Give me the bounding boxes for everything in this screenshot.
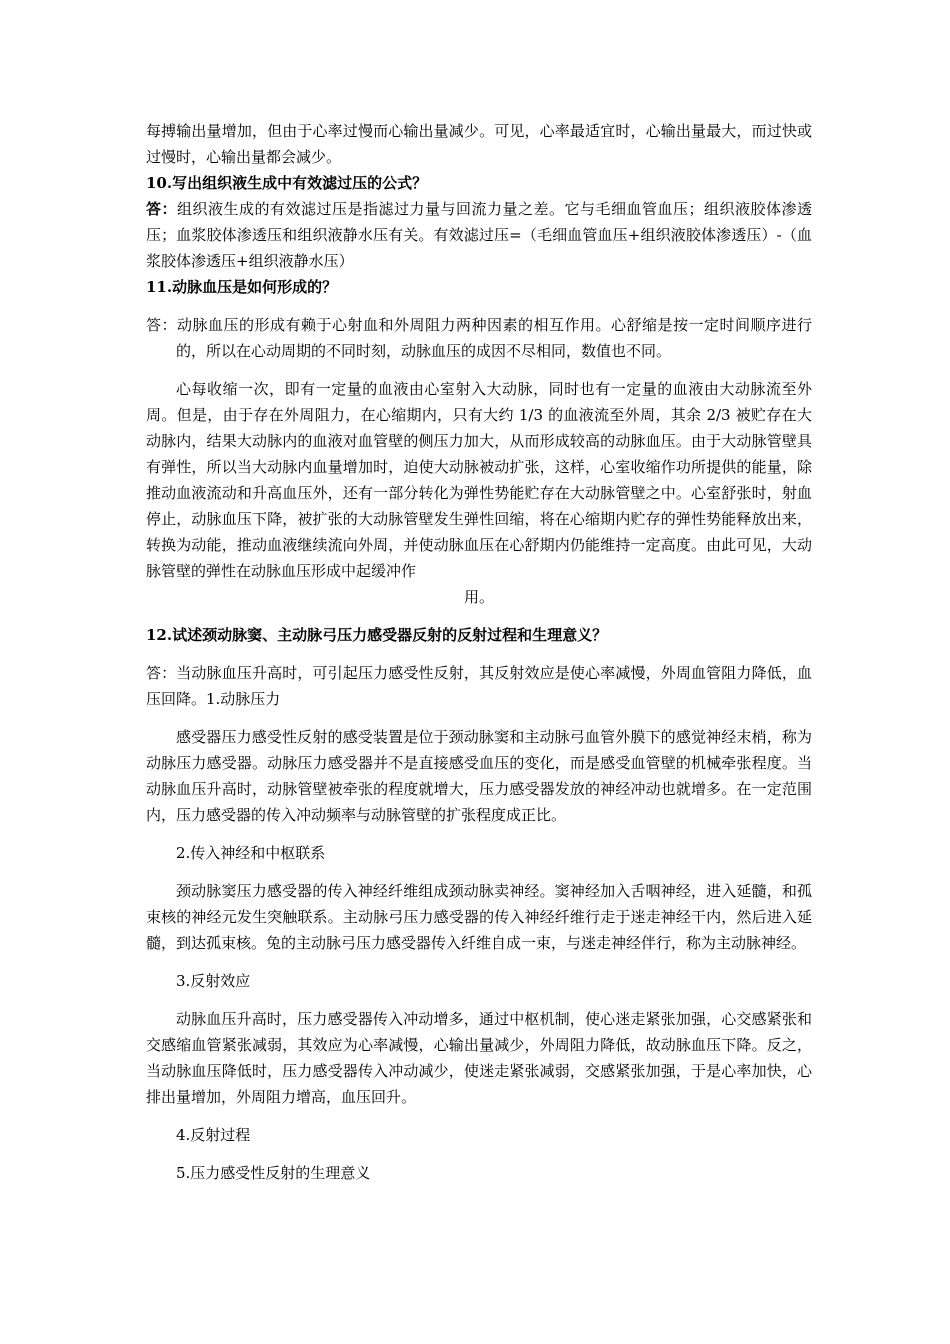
answer-11-body: 心每收缩一次，即有一定量的血液由心室射入大动脉，同时也有一定量的血液由大动脉流至外周。但是，由于存在外周阻力，在心缩期内，只有大约 1/3 的血液流至外周，其余 2/3 被贮存在大动脉内，结果大动脉内的血液对血管壁的侧压力加大，从而形成较高的动脉血压。由于大动脉管壁具有弹性，所以当大动脉内血量增加时，迫使大动脉被动扩张，这样，心室收缩作功所提供的能量，除推动血液流动和升高血压外，还有一部分转化为弹性势能贮存在大动脉管壁之中。心室舒张时，射血停止，动脉血压下降，被扩张的大动脉管壁发生弹性回缩，将在心缩期内贮存的弹性势能释放出来，转换为动能，推动血液继续流向外周，并使动脉血压在心舒期内仍能维持一定高度。由此可见，大动脉管壁的弹性在动脉血压形成中起缓冲作 xyxy=(146,380,812,580)
answer-label: 答： xyxy=(146,200,177,218)
answer-11-tail: 用。 xyxy=(463,588,494,606)
subheading-physiological-significance: 5.压力感受性反射的生理意义 xyxy=(176,1164,371,1182)
question-11-heading: 11.动脉血压是如何形成的？ xyxy=(146,278,338,296)
answer-12-intro: 答：当动脉血压升高时，可引起压力感受性反射，其反射效应是使心率减慢，外周血管阻力降低，血压回降。1.动脉压力 xyxy=(146,664,812,708)
document-page xyxy=(146,118,812,1186)
answer-12-afferent: 颈动脉窦压力感受器的传入神经纤维组成颈动脉卖神经。窦神经加入舌咽神经，进入延髓，和孤束核的神经元发生突触联系。主动脉弓压力感受器的传入神经纤维行走于迷走神经干内，然后进入延髓，到达孤束核。兔的主动脉弓压力感受器传入纤维自成一束，与迷走神经伴行，称为主动脉神经。 xyxy=(146,882,812,952)
subheading-reflex-process: 4.反射过程 xyxy=(176,1126,251,1144)
answer-10-text: 组织液生成的有效滤过压是指滤过力量与回流力量之差。它与毛细血管血压；组织液胶体渗透压；血浆胶体渗透压和组织液静水压有关。有效滤过压=（毛细血管血压+组织液胶体渗透压）-（血浆胶体渗透压+组织液静水压） xyxy=(146,200,812,270)
question-10-heading: 10.写出组织液生成中有效滤过压的公式？ xyxy=(146,174,428,192)
answer-12-baroreceptor: 感受器压力感受性反射的感受装置是位于颈动脉窦和主动脉弓血管外膜下的感觉神经末梢，称为动脉压力感受器。动脉压力感受器并不是直接感受血压的变化，而是感受血管壁的机械牵张程度。当动脉血压升高时，动脉管壁被牵张的程度就增大，压力感受器发放的神经冲动也就增多。在一定范围内，压力感受器的传入冲动频率与动脉管壁的扩张程度成正比。 xyxy=(146,728,812,824)
answer-12-effect: 动脉血压升高时，压力感受器传入冲动增多，通过中枢机制，使心迷走紧张加强，心交感紧张和交感缩血管紧张减弱，其效应为心率减慢，心输出量减少，外周阻力降低，故动脉血压下降。反之，当动脉血压降低时，压力感受器传入冲动减少，使迷走紧张减弱，交感紧张加强，于是心率加快，心排出量增加，外周阻力增高，血压回升。 xyxy=(146,1010,812,1106)
answer-11-intro: 答：动脉血压的形成有赖于心射血和外周阻力两种因素的相互作用。心舒缩是按一定时间顺序进行的，所以在心动周期的不同时刻，动脉血压的成因不尽相同，数值也不同。 xyxy=(146,316,812,360)
question-12-heading: 12.试述颈动脉窦、主动脉弓压力感受器反射的反射过程和生理意义？ xyxy=(146,626,608,644)
subheading-reflex-effect: 3.反射效应 xyxy=(176,972,251,990)
paragraph-cardiac-output: 每搏输出量增加，但由于心率过慢而心输出量减少。可见，心率最适宜时，心输出量最大，而过快或过慢时，心输出量都会减少。 xyxy=(146,122,812,166)
answer-10 xyxy=(146,196,812,274)
subheading-afferent-nerves: 2.传入神经和中枢联系 xyxy=(176,844,326,862)
